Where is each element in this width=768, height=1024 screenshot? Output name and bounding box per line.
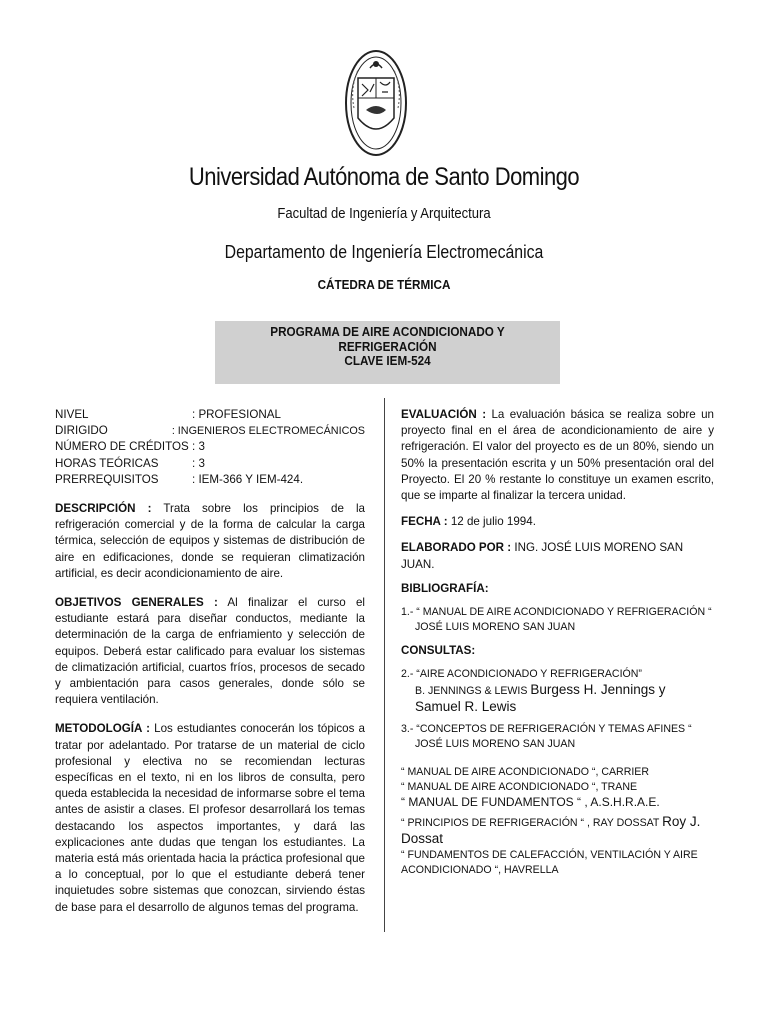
consultation-item [401,667,714,716]
methodology-section [55,721,365,915]
date-label: FECHA : [401,515,448,529]
reference-item: “ MANUAL DE AIRE ACONDICIONADO “, TRANE [401,781,638,794]
info-key: NÚMERO DE CRÉDITOS [55,440,189,454]
objectives-label: OBJETIVOS GENERALES : [55,595,218,609]
chair-name: CÁTEDRA DE TÉRMICA [317,277,451,292]
reference-item: “ MANUAL DE AIRE ACONDICIONADO “, CARRIER [401,766,650,779]
faculty-name: Facultad de Ingeniería y Arquitectura [277,206,491,222]
objectives-text: Al finalizar el curso el estudiante estará para diseñar conductos, mediante la determinación de la carga de enfriamiento y selección de equipos. Deberá estar calificado para evaluar los sistemas de climatización artificial, cuartos fríos, procesos de secado y ambientación para casos generales, donde sólo se requiera ventilación. [55,595,365,707]
info-row [55,456,365,472]
consult-author-abbrev: B. JENNINGS & LEWIS [415,685,528,698]
info-key: DIRIGIDO [55,424,108,438]
evaluation-section [401,407,714,504]
department-name: Departamento de Ingeniería Electromecánica [224,242,544,262]
info-value: : PROFESIONAL [192,408,281,421]
info-row [55,472,365,488]
methodology-text: Los estudiantes conocerán los tópicos a tratar por adelantado. Por tratarse de un material de ciclo profesional y electiva no se recomiendan lecturas específicas en el texto, ni en los libros de consulta, pero queda establecida la necesidad de informarse sobre el tema antes de asistir a clases. El profesor desarrollará los temas destacando los aspectos importantes, y dará las explicaciones ante dudas que tengan los estudiantes. La materia está más orientada hacia la práctica profesional que a lo conceptual, por lo que el estudiante deberá tener inquietudes sobre sistemas que conozcan, sirviendo éstas de base para el desarrollo de algunos temas del programa. [55,722,366,914]
program-title: PROGRAMA DE AIRE ACONDICIONADO Y REFRIGERACIÓN [270,324,505,354]
info-key: HORAS TEÓRICAS [55,456,159,470]
bibliography-item [401,605,714,635]
reference-title: “ PRINCIPIOS DE REFRIGERACIÓN “ , RAY DOSSAT [401,817,660,830]
bib-item-author: JOSÉ LUIS MORENO SAN JUAN [415,621,576,634]
methodology-label: METODOLOGÍA : [55,722,150,736]
consultations-heading: CONSULTAS: [401,644,476,658]
program-banner [215,321,560,384]
consult-item-title: 2.- “AIRE ACONDICIONADO Y REFRIGERACIÓN” [401,668,642,681]
reference-item [401,814,714,848]
date-value: 12 de julio 1994. [450,515,536,529]
objectives-section [55,595,365,708]
description-text: Trata sobre los principios de la refrigeración comercial y de la forma de calcular la carga térmica, selección de equipos y sistemas de distribución de aire en edificaciones, donde se requieran climatización artificial, es decir acondicionamiento de aire. [55,501,365,580]
left-column [55,407,365,916]
reference-author: Roy J. Dossat [401,814,701,847]
info-value: : INGENIEROS ELECTROMECÁNICOS [171,425,365,438]
consult-item-title: 3.- “CONCEPTOS DE REFRIGERACIÓN Y TEMAS AFINES “ [401,723,692,736]
info-value: : IEM-366 Y IEM-424. [192,472,304,486]
info-row [55,407,365,423]
author-value: ING. JOSÉ LUIS MORENO SAN JUAN. [401,541,684,571]
right-column [401,407,714,878]
evaluation-text: La evaluación básica se realiza sobre un proyecto final en el área de acondicionamiento de aire y refrigeración. El valor del proyecto es de un 80%, siendo un 50% la presentación escrita y un 50% presentación oral del Proyecto. El 20 % restante lo constituye un examen escrito, que se imparte al finalizar la tercera unidad. [401,408,714,503]
info-value: : 3 [192,456,205,470]
description-label: DESCRIPCIÓN : [55,501,152,515]
course-info-table [55,407,365,488]
bibliography-heading: BIBLIOGRAFÍA: [401,581,489,595]
consult-item-author: JOSÉ LUIS MORENO SAN JUAN [415,738,576,751]
university-name: Universidad Autónoma de Santo Domingo [188,163,580,191]
additional-references [401,765,714,878]
program-code: CLAVE IEM-524 [344,353,431,368]
consult-item-author [401,682,714,716]
author-line [401,540,714,572]
reference-item: “ FUNDAMENTOS DE CALEFACCIÓN, VENTILACIÓN Y AIRE ACONDICIONADO “, HAVRELLA [401,849,698,877]
info-key: NIVEL [55,408,89,421]
consultation-item [401,722,714,752]
info-row [55,423,365,439]
university-seal-icon [344,48,408,158]
description-section [55,501,365,582]
bib-item-title: 1.- “ MANUAL DE AIRE ACONDICIONADO Y REFRIGERACIÓN “ [401,606,712,619]
info-value: : 3 [192,440,205,454]
info-key: PRERREQUISITOS [55,472,159,486]
author-label: ELABORADO POR : [401,541,512,555]
column-divider [384,398,385,932]
evaluation-label: EVALUACIÓN : [401,408,487,421]
date-line [401,514,714,530]
info-row [55,439,365,455]
consult-author-full: Burgess H. Jennings y Samuel R. Lewis [415,682,666,715]
reference-item: “ MANUAL DE FUNDAMENTOS “ , A.S.H.R.A.E. [401,795,660,810]
